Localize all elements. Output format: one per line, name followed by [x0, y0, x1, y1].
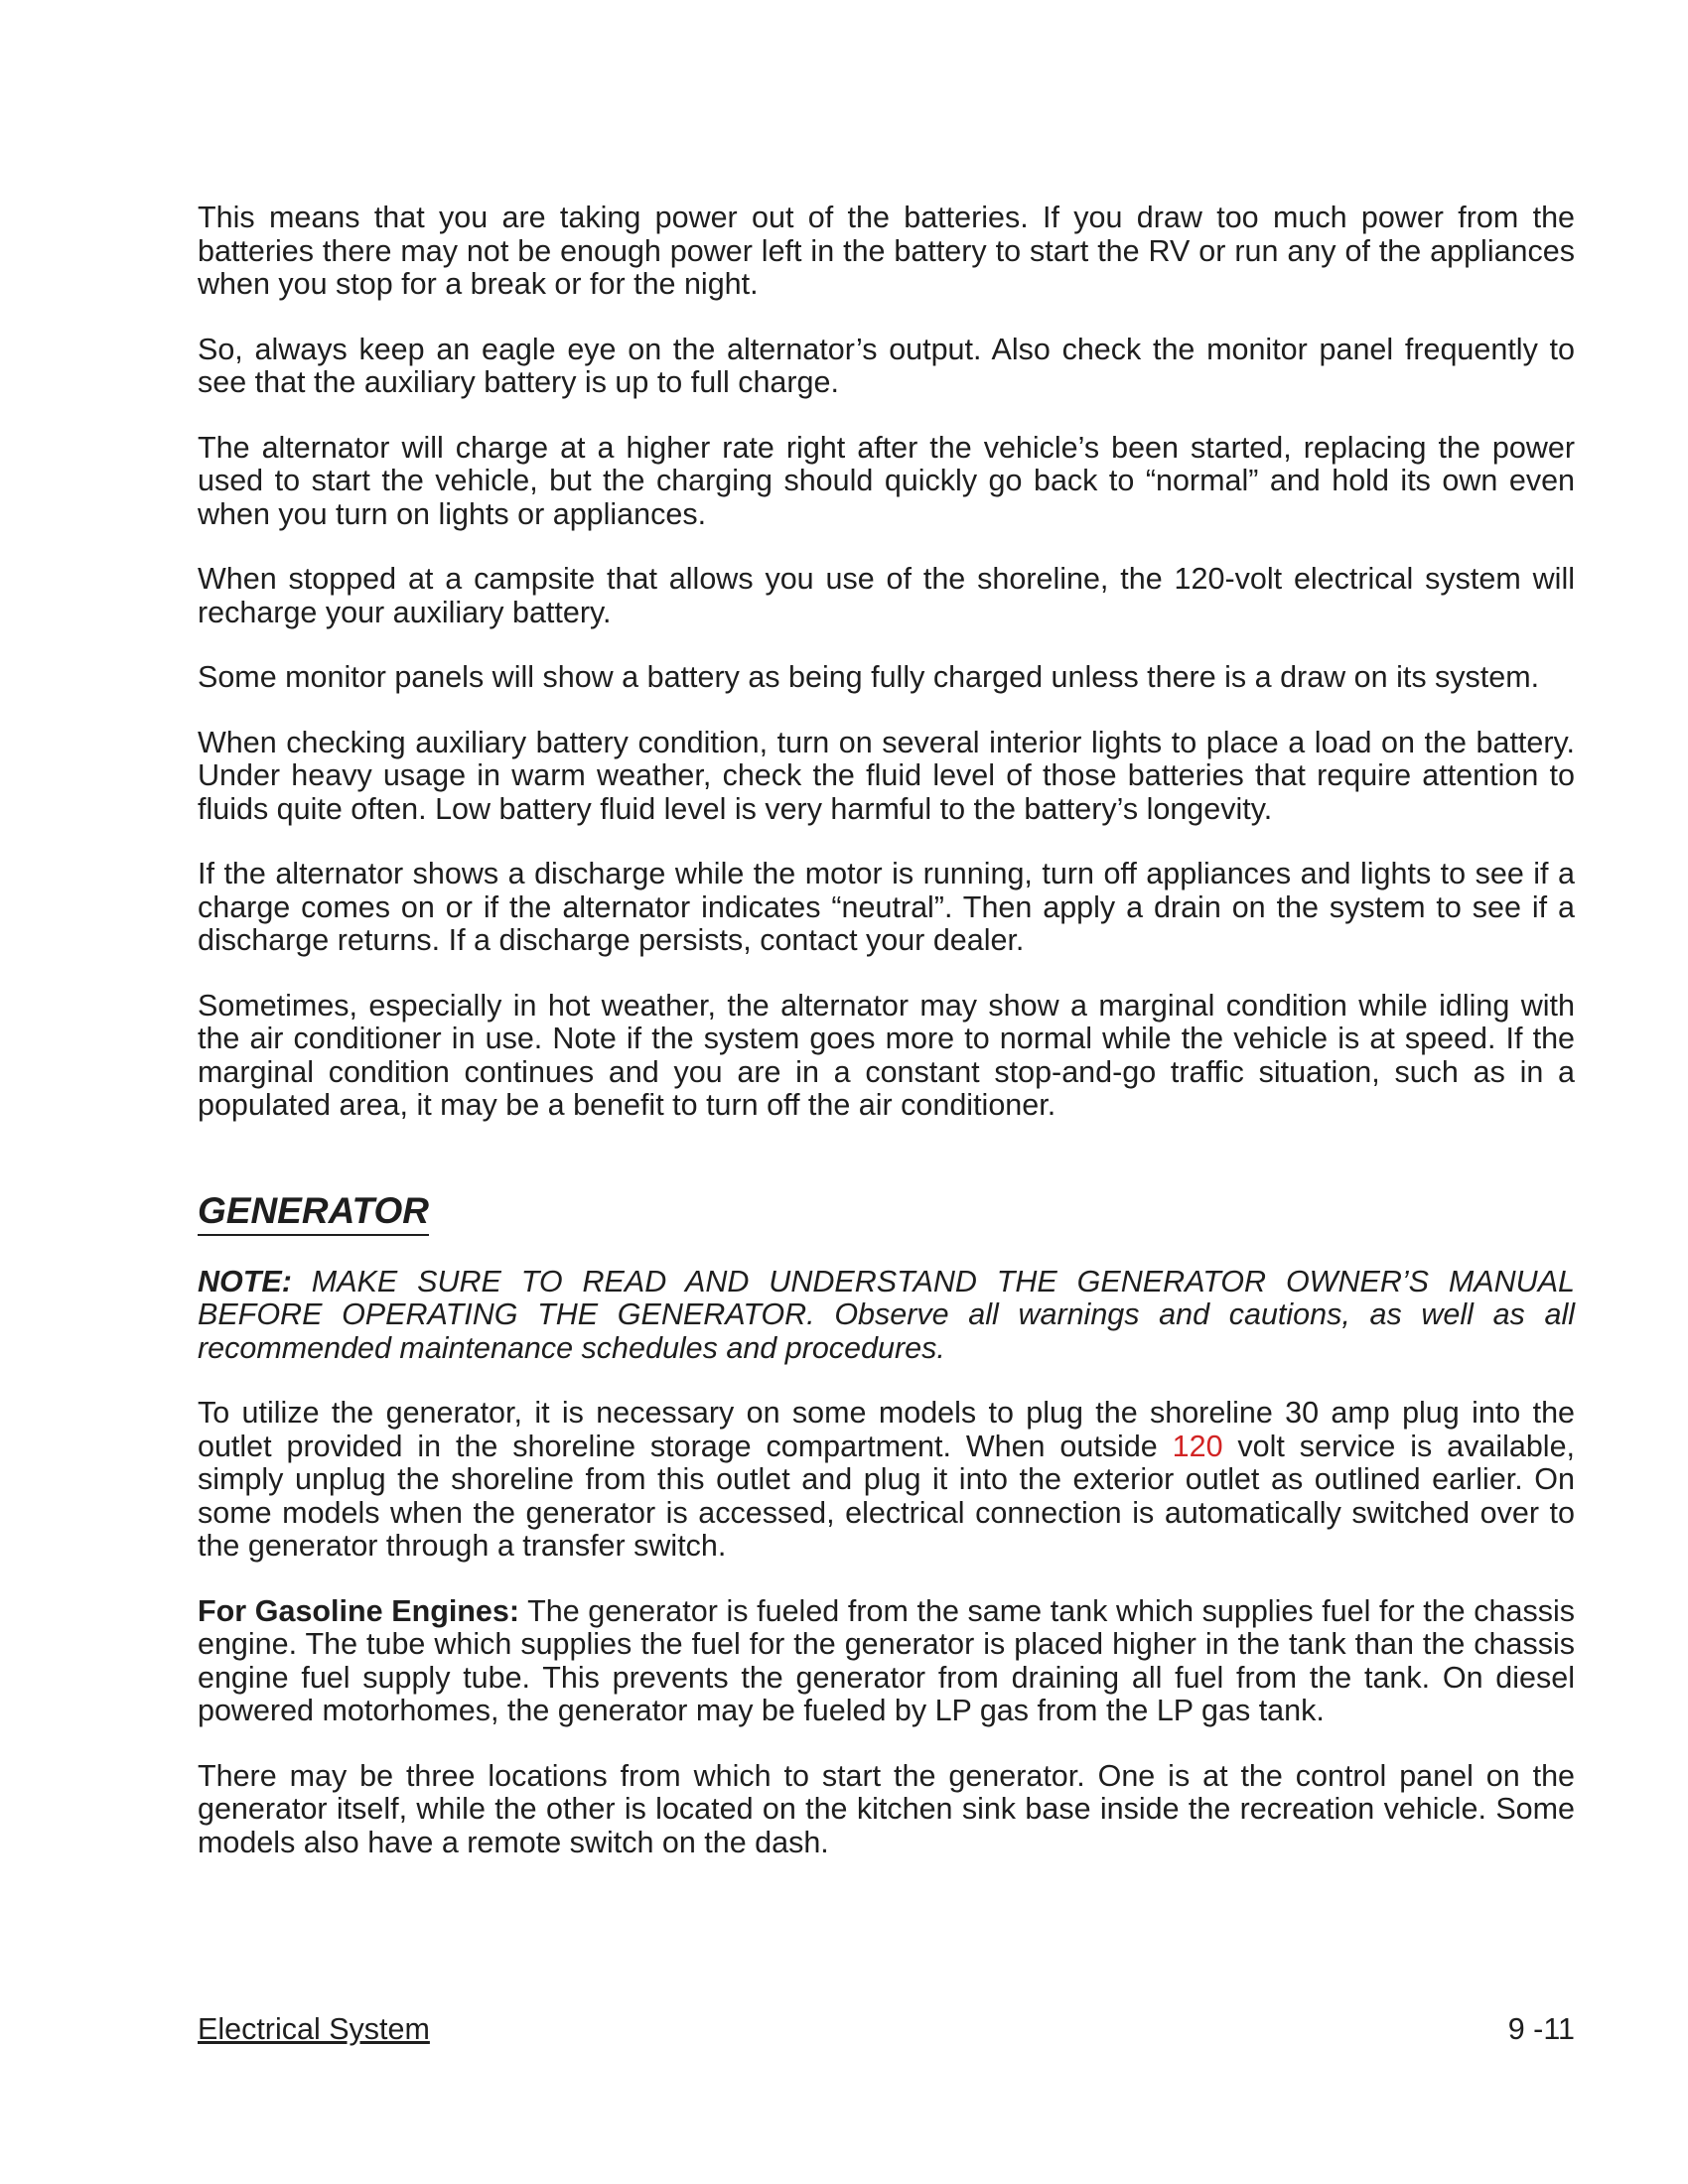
- note-text: MAKE SURE TO READ AND UNDERSTAND THE GENERATOR OWNER’S MANUAL BEFORE OPERATING THE GENERATOR. Observe all warnings and cautions, as well as all recommended maintenance schedules and procedures.: [198, 1264, 1575, 1365]
- paragraph-battery-condition: When checking auxiliary battery condition, turn on several interior lights to place a load on the battery. Under heavy usage in warm weather, check the fluid level of those batteries that require attention to fluids quite often. Low battery fluid level is very harmful to the battery’s longevity.: [198, 725, 1575, 826]
- paragraph-discharge: If the alternator shows a discharge while the motor is running, turn off appliances and lights to see if a charge comes on or if the alternator indicates “neutral”. Then apply a drain on the system to see if a discharge returns. If a discharge persists, contact your dealer.: [198, 857, 1575, 957]
- paragraph-shoreline-recharge: When stopped at a campsite that allows you use of the shoreline, the 120-volt electrical system will recharge your auxiliary battery.: [198, 562, 1575, 629]
- paragraph-alternator-output: So, always keep an eagle eye on the alternator’s output. Also check the monitor panel frequently to see that the auxiliary battery is up to full charge.: [198, 332, 1575, 399]
- paragraph-utilize-generator: [198, 1397, 1575, 1564]
- page-body: [198, 202, 1575, 1891]
- paragraph-battery-power: This means that you are taking power out of the batteries. If you draw too much power from the batteries there may not be enough power left in the battery to start the RV or run any of the appliances when you stop for a break or for the night.: [198, 201, 1575, 301]
- note-paragraph: [198, 1266, 1575, 1366]
- paragraph-charge-rate: The alternator will charge at a higher rate right after the vehicle’s been started, replacing the power used to start the vehicle, but the charging should quickly go back to “normal” and hold its own even when you turn on lights or appliances.: [198, 430, 1575, 531]
- note-label: NOTE:: [198, 1264, 292, 1298]
- paragraph-gasoline-engines: [198, 1595, 1575, 1728]
- utilize-text-part2: volt service is available, simply unplug the shoreline from this outlet and plug it into the exterior outlet as outlined earlier. On some models when the generator is accessed, electrical connection is automatically switched over to the generator through a transfer switch.: [198, 1429, 1576, 1563]
- utilize-text-part1: To utilize the generator, it is necessary on some models to plug the shoreline 30 amp plug into the outlet provided in the shoreline storage compartment. When outside: [198, 1396, 1575, 1463]
- paragraph-start-locations: There may be three locations from which to start the generator. One is at the control panel on the generator itself, while the other is located on the kitchen sink base inside the recreation vehicle. Some models also have a remote switch on the dash.: [198, 1758, 1575, 1859]
- paragraph-monitor-panels: Some monitor panels will show a battery as being fully charged unless there is a draw on its system.: [198, 660, 1540, 694]
- footer-chapter-title: Electrical System: [198, 2012, 430, 2046]
- utilize-highlight-120: 120: [1172, 1429, 1223, 1463]
- section-heading-generator: GENERATOR: [198, 1190, 429, 1236]
- footer-page-number: 9 -11: [1507, 2012, 1575, 2046]
- gasoline-text: The generator is fueled from the same tank which supplies fuel for the chassis engine. The tube which supplies the fuel for the generator is placed higher in the tank than the chassis engine fuel supply tube. This prevents the generator from draining all fuel from the tank. On diesel powered motorhomes, the generator may be fueled by LP gas from the LP gas tank.: [198, 1593, 1575, 1727]
- paragraph-hot-weather: Sometimes, especially in hot weather, the alternator may show a marginal condition while idling with the air conditioner in use. Note if the system goes more to normal while the vehicle is at speed. If the marginal condition continues and you are in a constant stop-and-go traffic situation, such as in a populated area, it may be a benefit to turn off the air conditioner.: [198, 988, 1575, 1122]
- gasoline-label: For Gasoline Engines:: [198, 1593, 520, 1628]
